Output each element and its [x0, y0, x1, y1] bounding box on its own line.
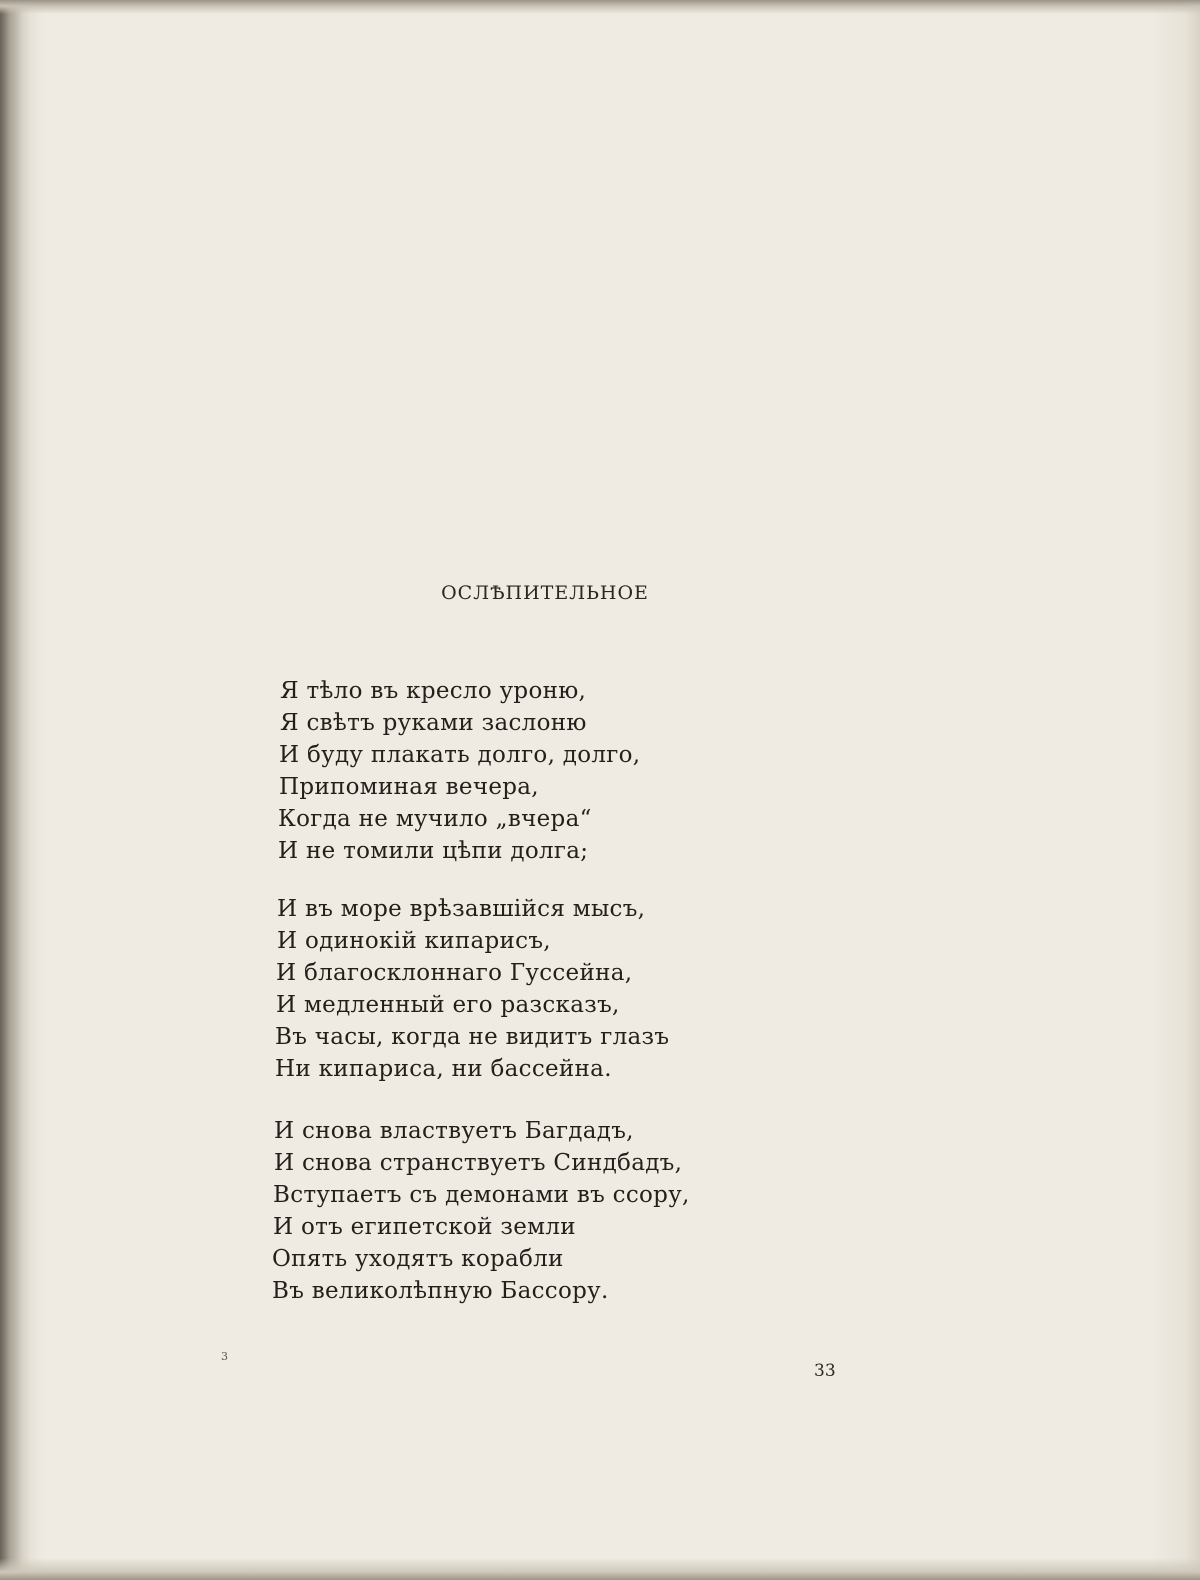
page-top-edge [0, 0, 1200, 14]
poem-line: Вступаетъ съ демонами въ ссору, [273, 1182, 690, 1208]
page-number: 33 [814, 1361, 836, 1381]
poem-line: И снова властвуетъ Багдадъ, [274, 1118, 634, 1144]
poem-line: И въ море врѣзавшійся мысъ, [277, 896, 646, 922]
poem-line: Припоминая вечера, [279, 774, 539, 800]
poem-line: И одинокій кипарисъ, [277, 928, 551, 954]
poem-line: Опять уходятъ корабли [272, 1246, 564, 1272]
poem-line: И медленный его разсказъ, [276, 992, 620, 1018]
poem-line: И снова странствуетъ Синдбадъ, [274, 1150, 683, 1176]
signature-mark: 3 [221, 1350, 228, 1363]
gutter-shadow [0, 0, 46, 1580]
poem-line: Я свѣтъ руками заслоню [280, 710, 587, 736]
poem-line: Въ часы, когда не видитъ глазъ [275, 1024, 670, 1050]
poem-line: И буду плакать долго, долго, [279, 742, 641, 768]
poem-line: И не томили цѣпи долга; [278, 838, 589, 864]
page-bottom-edge [0, 1558, 1200, 1580]
poem-line: Въ великолѣпную Бассору. [272, 1278, 609, 1304]
poem-line: И благосклоннаго Гуссейна, [276, 960, 633, 986]
poem-line: Ни кипариса, ни бассейна. [275, 1056, 612, 1082]
poem-line: И отъ египетской земли [273, 1214, 576, 1240]
poem-title: ОСЛѢПИТЕЛЬНОЕ [441, 582, 649, 604]
poem-line: Я тѣло въ кресло уроню, [280, 678, 587, 704]
poem-line: Когда не мучило „вчера“ [278, 806, 592, 832]
